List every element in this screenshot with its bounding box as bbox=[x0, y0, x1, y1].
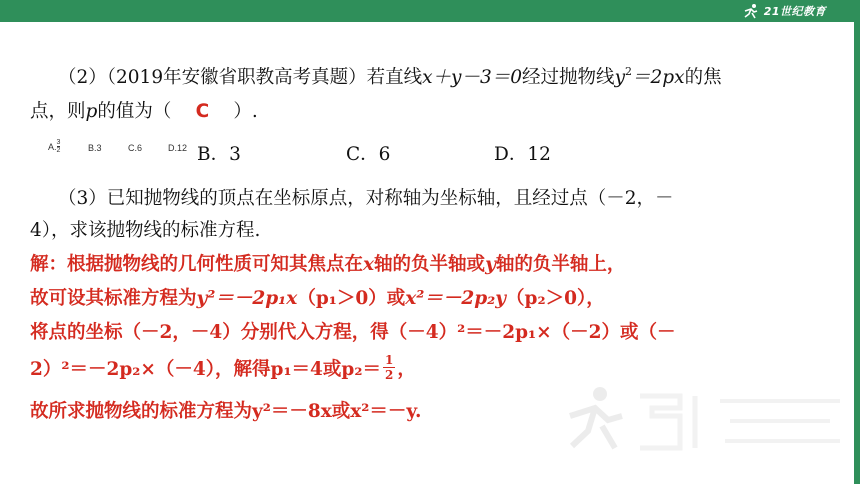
q2-text-f: ）. bbox=[233, 101, 258, 122]
tiny-option-a bbox=[48, 139, 60, 154]
tiny-option-d: D.12 bbox=[168, 143, 188, 153]
tiny-option-b: B.3 bbox=[88, 143, 102, 153]
q2-text-b: 经过抛物线 bbox=[522, 67, 615, 88]
q2-line-1: （2）（2019年安徽省职教高考真题）若直线x＋y－3＝0经过抛物线$y^2=2px$的焦 bbox=[58, 65, 722, 88]
solution-line-5: 故所求抛物线的标准方程为y²＝－8x或x²＝－y. bbox=[30, 401, 422, 422]
sol1-x: x bbox=[363, 254, 375, 275]
sol4-den: 2 bbox=[384, 368, 394, 382]
logo bbox=[742, 1, 826, 21]
option-c: C．6 bbox=[346, 144, 391, 165]
q2-line-equation: x＋y－3＝0 bbox=[422, 67, 523, 88]
runner-icon bbox=[742, 3, 760, 19]
tiny-a-label: A. bbox=[48, 141, 57, 152]
top-bar bbox=[0, 0, 860, 22]
sol1-y: y bbox=[485, 254, 496, 275]
solution-line-3: 将点的坐标（－2，－4）分别代入方程，得（－4）²＝－2p₁×（－2）或（－ bbox=[30, 322, 676, 343]
sol1-a: 解：根据抛物线的几何性质可知其焦点在 bbox=[30, 254, 364, 275]
solution-line-4 bbox=[30, 354, 416, 381]
tiny-a-frac bbox=[57, 139, 61, 154]
sol4-fraction bbox=[383, 354, 395, 381]
sol4-a: 2）²＝－2p₂×（－4），解得p₁＝4或p₂＝ bbox=[30, 358, 381, 380]
tiny-a-den: 2 bbox=[56, 147, 61, 154]
sol1-b: 轴的负半轴或 bbox=[374, 254, 486, 275]
option-b: B．3 bbox=[197, 144, 241, 165]
q2-text-e: 的值为（ bbox=[97, 101, 172, 122]
solution-line-2 bbox=[30, 284, 605, 310]
option-d: D．12 bbox=[494, 144, 551, 165]
logo-text: 21世纪教育 bbox=[763, 5, 826, 18]
q2-text-d: 点，则 bbox=[30, 101, 86, 122]
q2-parabola-lhs: y bbox=[614, 67, 626, 88]
sol1-c: 轴的负半轴上， bbox=[495, 254, 626, 275]
watermark-logo bbox=[560, 376, 860, 466]
q3-line-1: （3）已知抛物线的顶点在坐标原点，对称轴为坐标轴，且经过点（－2，－ bbox=[58, 188, 674, 209]
q2-p: p bbox=[85, 101, 98, 122]
q3-line-2: 4），求该抛物线的标准方程. bbox=[30, 220, 261, 241]
sol2-a: 故可设其标准方程为 bbox=[30, 288, 197, 309]
q2-parabola-rhs: ＝2px bbox=[632, 67, 685, 88]
solution-line-1 bbox=[30, 250, 625, 276]
sol4-end: ， bbox=[397, 358, 416, 380]
tiny-a-num: 3 bbox=[56, 139, 61, 146]
tiny-option-c: C.6 bbox=[128, 143, 143, 153]
sol2-eq1: y²＝－2p₁x bbox=[196, 288, 298, 309]
sol2-c: （p₂＞0）， bbox=[506, 288, 605, 309]
q2-answer: C bbox=[195, 101, 210, 122]
q2-text-c: 的焦 bbox=[684, 67, 722, 88]
sol2-b: （p₁＞0）或 bbox=[297, 288, 406, 309]
q2-text-a: （2）（2019年安徽省职教高考真题）若直线 bbox=[58, 67, 423, 88]
q2-line-2 bbox=[30, 97, 258, 123]
sol4-num: 1 bbox=[384, 353, 394, 367]
sol2-eq2: x²＝－2p₂y bbox=[405, 288, 507, 309]
